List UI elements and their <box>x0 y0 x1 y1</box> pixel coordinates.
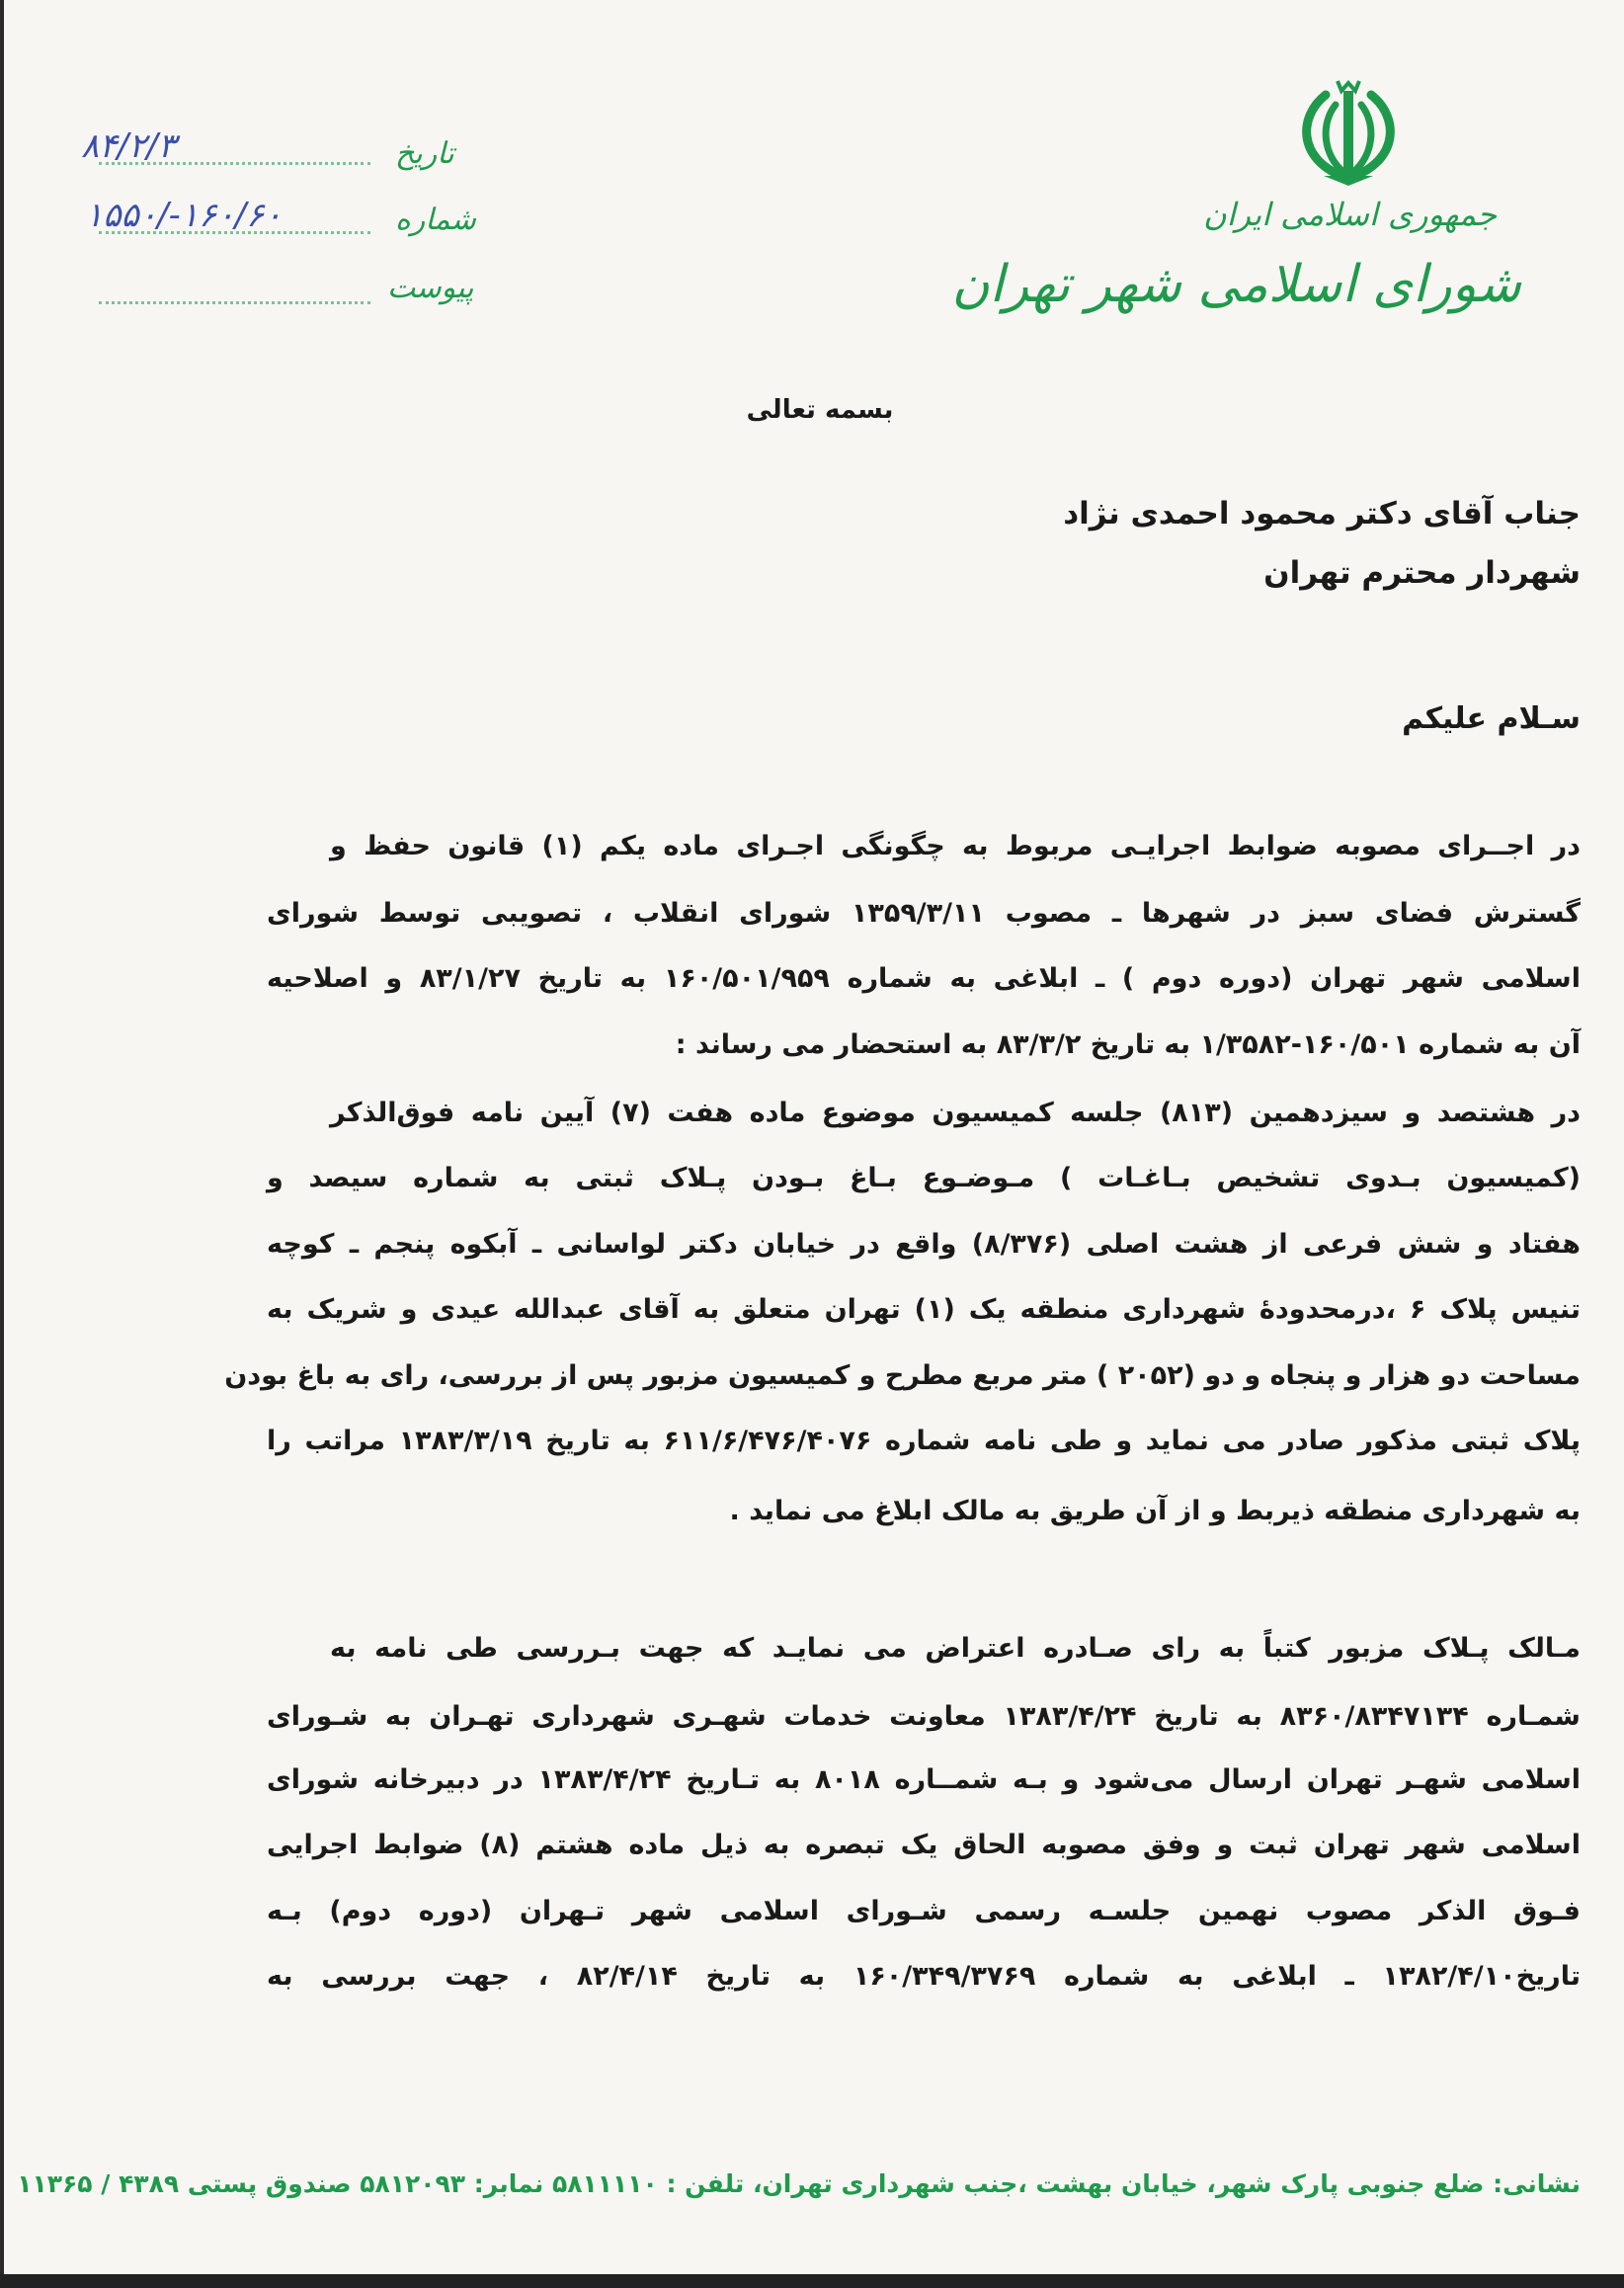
paragraph-line: تاریخ۱۳۸۲/۴/۱۰ ـ ابلاغی به شماره ۱۶۰/۳۴۹/۳۷۶۹ به تاریخ ۸۲/۴/۱۴ ، جهت بررسی به <box>267 1961 1581 1992</box>
attachment-dotted-line <box>99 301 370 304</box>
paragraph-line: در هشتصد و سیزدهمین (۸۱۳) جلسه کمیسیون موضوع ماده هفت (۷) آیین نامه فوق‌الذکر <box>330 1098 1581 1128</box>
paragraph-line: مـالک پـلاک مزبور کتباً به رای صـادره اعتراض می نمایـد که جهت بـررسی طی نامه به <box>330 1633 1581 1664</box>
scan-edge-bottom <box>0 2274 1624 2288</box>
paragraph-line: اسلامی شهـر تهران ارسال می‌شود و بـه شمــاره ۸۰۱۸ به تـاریخ ۱۳۸۳/۴/۲۴ در دبیرخانه شورای <box>267 1764 1582 1795</box>
addressee-title: شهردار محترم تهران <box>1263 555 1581 591</box>
addressee-name: جناب آقای دکتر محمود احمدی نژاد <box>1063 496 1581 531</box>
paragraph-line: تنیس پلاک ۶ ،درمحدودۀ شهرداری منطقه یک (۱) تهران متعلق به آقای عبدالله عیدی و شریک به <box>267 1294 1581 1325</box>
number-label: شماره <box>395 203 476 237</box>
date-value: ۸۴/۲/۳ <box>81 126 176 166</box>
letterhead <box>951 69 1521 356</box>
paragraph-line: به شهرداری منطقه ذیربط و از آن طریق به مالک ابلاغ می نماید . <box>729 1496 1581 1526</box>
paragraph-line: اسلامی شهر تهران ثبت و وفق مصوبه الحاق یک تبصره به ذیل ماده هشتم (۸) ضوابط اجرایی <box>267 1830 1581 1860</box>
attachment-label: پیوست <box>387 271 474 305</box>
country-name: جمهوری اسلامی ایران <box>1203 196 1497 233</box>
greeting: سـلام علیکم <box>1402 701 1581 736</box>
paragraph-line: پلاک ثبتی مذکور صادر می نماید و طی نامه شماره ۶۱۱/۶/۴۷۶/۴۰۷۶ به تاریخ ۱۳۸۳/۳/۱۹ مراتب را <box>267 1426 1581 1456</box>
number-value: ۱۶۰/۶۰-/۱۵۵۰ <box>85 196 283 235</box>
paragraph-line: فـوق الذکر مصوب نهمین جلسـه رسمی شـورای اسلامی شهر تـهران (دوره دوم) بـه <box>267 1896 1581 1926</box>
organization-name: شورای اسلامی شهر تهران <box>951 255 1521 314</box>
paragraph-line: گسترش فضای سبز در شهرها ـ مصوب ۱۳۵۹/۳/۱۱ شورای انقلاب ، تصویبی توسط شورای <box>267 898 1581 929</box>
paragraph-line: شمـاره ۸۳۶۰/۸۳۴۷۱۳۴ به تاریخ ۱۳۸۳/۴/۲۴ معاونت خدمات شهـری شهرداری تهـران به شـورای <box>267 1701 1581 1732</box>
paragraph-line: هفتاد و شش فرعی از هشت اصلی (۸/۳۷۶) واقع در خیابان دکتر لواسانی ـ آبکوه پنجم ـ کوچه <box>267 1229 1581 1260</box>
paragraph-line: مساحت دو هزار و پنجاه و دو (۲۰۵۲ ) متر مربع مطرح و کمیسیون مزبور پس از بررسی، رای به باغ بودن <box>224 1360 1581 1391</box>
iran-emblem-icon <box>1284 77 1413 188</box>
paragraph-line: (کمیسیون بـدوی تشخیص بـاغـات ) مـوضـوع بـاغ بـودن پـلاک ثبتی به شماره سیصد و <box>267 1163 1581 1193</box>
footer-address: نشانی: ضلع جنوبی پارک شهر، خیابان بهشت ،جنب شهرداری تهران، تلفن : ۵۸۱۱۱۱۰ نمابر: ۵۸۱۲۰۹۳ صندوق پستی ۴۳۸۹ / ۱۱۳۶۵ <box>17 2169 1581 2198</box>
scan-edge-left <box>0 0 4 2288</box>
paragraph-line: آن به شماره ۱۶۰/۵۰۱-۱/۳۵۸۲ به تاریخ ۸۳/۳/۲ به استحضار می رساند : <box>675 1029 1581 1060</box>
paragraph-line: در اجــرای مصوبه ضوابط اجرایـی مربوط به چگونگی اجـرای ماده یکم (۱) قانون حفظ و <box>330 831 1581 861</box>
basmala: بسمه تعالی <box>746 395 894 425</box>
date-label: تاریخ <box>395 136 454 171</box>
paragraph-line: اسلامی شهر تهران (دوره دوم ) ـ ابلاغی به شماره ۱۶۰/۵۰۱/۹۵۹ به تاریخ ۸۳/۱/۲۷ و اصلاحیه <box>267 963 1581 994</box>
